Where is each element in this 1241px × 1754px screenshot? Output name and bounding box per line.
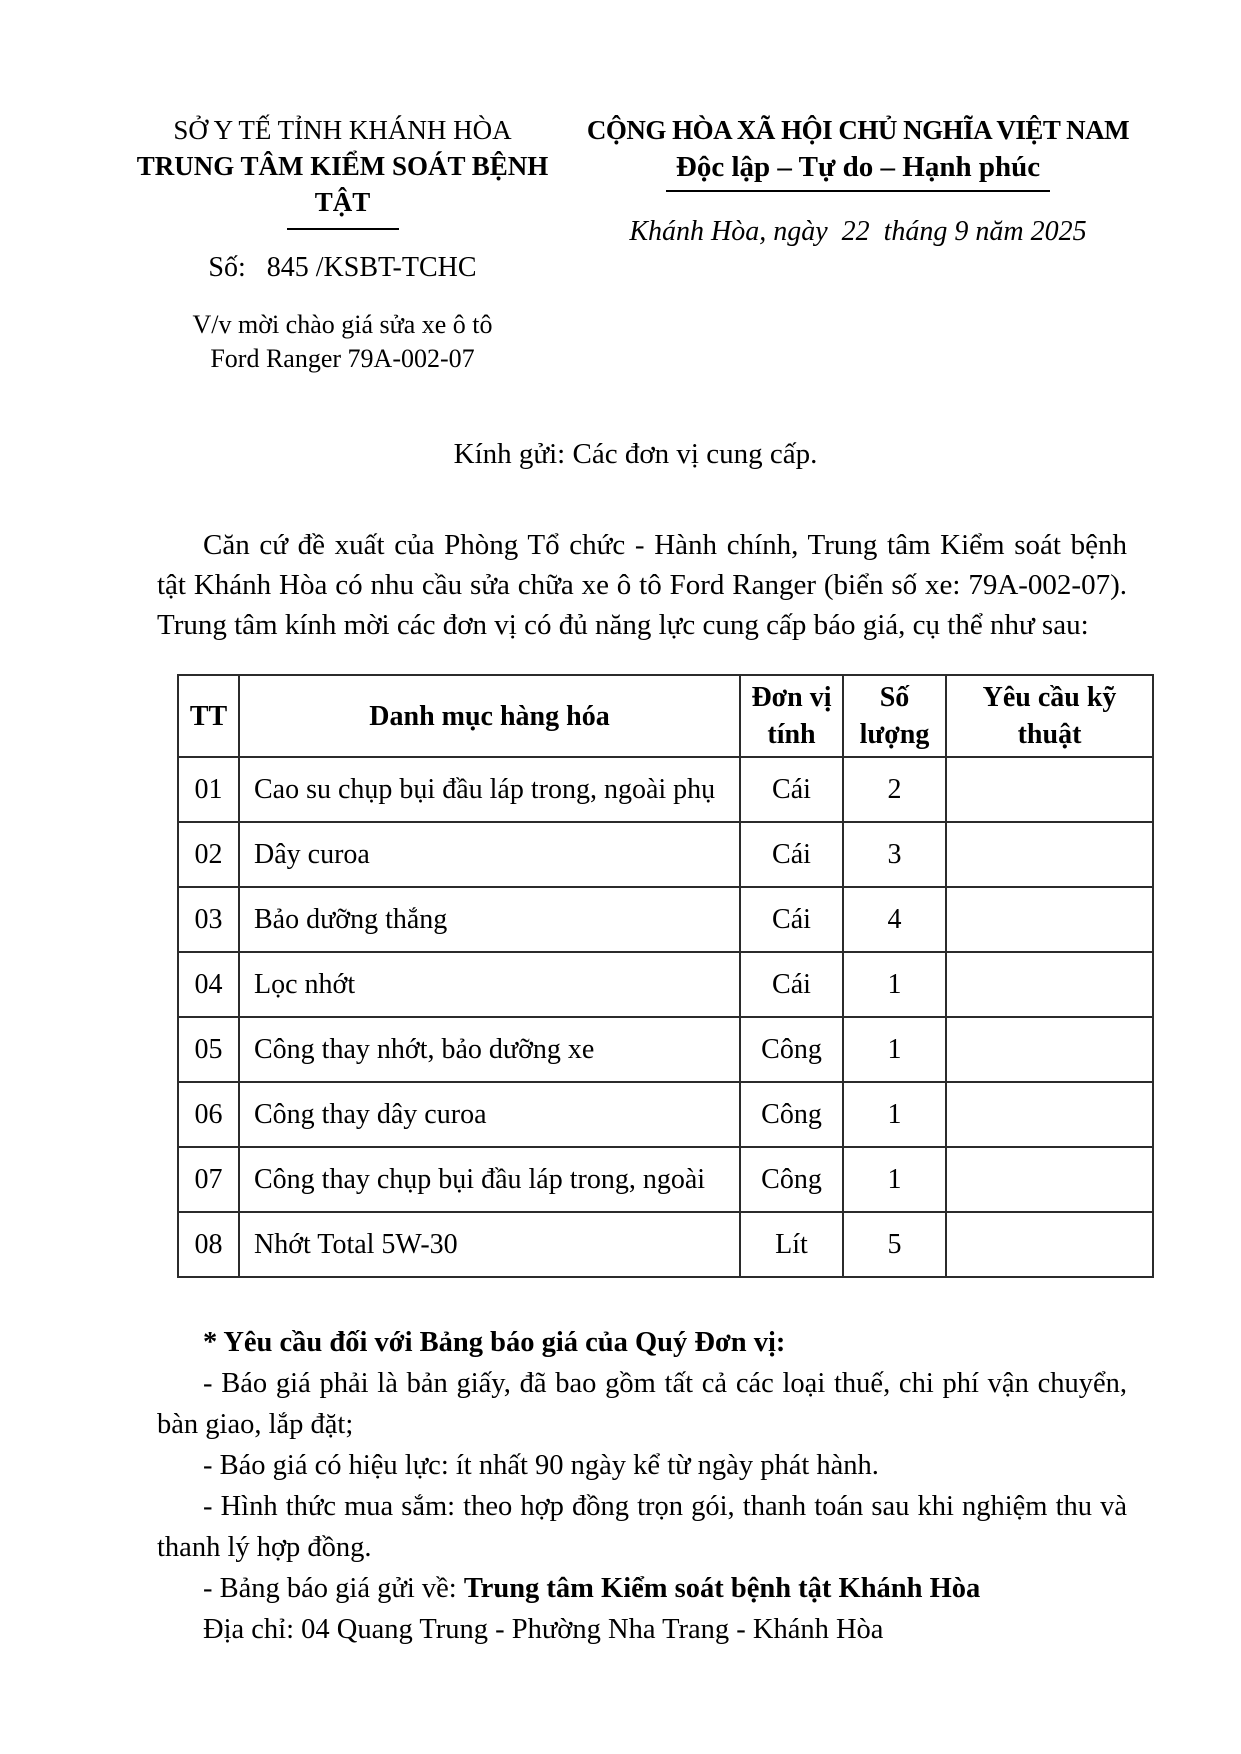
subject-line-1: V/v mời chào giá sửa xe ô tô	[192, 310, 493, 339]
document-header	[120, 112, 1151, 376]
requirement-item: - Báo giá phải là bản giấy, đã bao gồm tất cả các loại thuế, chi phí vận chuyển, bàn giao, lắp đặt;	[157, 1368, 1127, 1440]
send-to-recipient: Trung tâm Kiểm soát bệnh tật Khánh Hòa	[463, 1573, 981, 1604]
cell-item: Công thay nhớt, bảo dưỡng xe	[239, 1017, 740, 1082]
document-body	[157, 525, 1127, 645]
cell-unit: Cái	[740, 952, 843, 1017]
document-subject	[120, 308, 565, 376]
table-row	[178, 1147, 1153, 1212]
place-date-line: Khánh Hòa, ngày 22 tháng 9 năm 2025	[629, 216, 1087, 247]
cell-qty: 1	[843, 1017, 946, 1082]
table-row	[178, 757, 1153, 822]
table-row	[178, 1017, 1153, 1082]
requirement-item	[157, 1568, 1127, 1609]
table-row	[178, 887, 1153, 952]
table-row	[178, 822, 1153, 887]
table-row	[178, 1212, 1153, 1277]
cell-spec	[946, 952, 1153, 1017]
header-item: Danh mục hàng hóa	[239, 675, 740, 757]
cell-item: Công thay chụp bụi đầu láp trong, ngoài	[239, 1147, 740, 1212]
requirement-item: - Hình thức mua sắm: theo hợp đồng trọn gói, thanh toán sau khi nghiệm thu và thanh lý hợp đồng.	[157, 1491, 1127, 1563]
cell-item: Công thay dây curoa	[239, 1082, 740, 1147]
cell-qty: 2	[843, 757, 946, 822]
cell-qty: 5	[843, 1212, 946, 1277]
cell-tt: 07	[178, 1147, 239, 1212]
cell-tt: 02	[178, 822, 239, 887]
cell-tt: 06	[178, 1082, 239, 1147]
cell-spec	[946, 887, 1153, 952]
national-header-block	[565, 112, 1151, 248]
subject-line-2: Ford Ranger 79A-002-07	[210, 344, 475, 373]
intro-paragraph: Căn cứ đề xuất của Phòng Tổ chức - Hành chính, Trung tâm Kiểm soát bệnh tật Khánh Hòa có nhu cầu sửa chữa xe ô tô Ford Ranger (biển số xe: 79A-002-07). Trung tâm kính mời các đơn vị có đủ năng lực cung cấp báo giá, cụ thể như sau:	[157, 529, 1127, 641]
org-underline-rule	[287, 228, 399, 230]
header-qty: Số lượng	[843, 675, 946, 757]
cell-tt: 04	[178, 952, 239, 1017]
cell-tt: 01	[178, 757, 239, 822]
cell-tt: 08	[178, 1212, 239, 1277]
requirements-section	[157, 1322, 1127, 1650]
salutation: Kính gửi: Các đơn vị cung cấp.	[453, 438, 818, 470]
cell-tt: 03	[178, 887, 239, 952]
cell-qty: 3	[843, 822, 946, 887]
items-table	[177, 674, 1154, 1278]
recipient-address: Địa chỉ: 04 Quang Trung - Phường Nha Trang - Khánh Hòa	[203, 1614, 884, 1645]
cell-qty: 1	[843, 952, 946, 1017]
cell-unit: Công	[740, 1017, 843, 1082]
cell-qty: 4	[843, 887, 946, 952]
table-row	[178, 1082, 1153, 1147]
cell-unit: Cái	[740, 887, 843, 952]
cell-spec	[946, 757, 1153, 822]
requirements-heading: * Yêu cầu đối với Bảng báo giá của Quý Đơn vị:	[203, 1327, 786, 1358]
cell-unit: Cái	[740, 757, 843, 822]
cell-spec	[946, 1082, 1153, 1147]
document-number: Số: 845 /KSBT-TCHC	[208, 252, 477, 283]
cell-unit: Công	[740, 1082, 843, 1147]
cell-unit: Công	[740, 1147, 843, 1212]
cell-item: Nhớt Total 5W-30	[239, 1212, 740, 1277]
header-unit: Đơn vị tính	[740, 675, 843, 757]
cell-spec	[946, 822, 1153, 887]
requirement-item: - Báo giá có hiệu lực: ít nhất 90 ngày kể từ ngày phát hành.	[203, 1450, 879, 1481]
org-name: TRUNG TÂM KIỂM SOÁT BỆNH TẬT	[136, 151, 549, 217]
cell-spec	[946, 1212, 1153, 1277]
issuing-org-block	[120, 112, 565, 376]
cell-qty: 1	[843, 1082, 946, 1147]
cell-item: Lọc nhớt	[239, 952, 740, 1017]
cell-spec	[946, 1017, 1153, 1082]
table-header-row	[178, 675, 1153, 757]
cell-unit: Cái	[740, 822, 843, 887]
send-to-label: - Bảng báo giá gửi về:	[203, 1573, 464, 1604]
table-row	[178, 952, 1153, 1017]
cell-item: Dây curoa	[239, 822, 740, 887]
header-spec: Yêu cầu kỹ thuật	[946, 675, 1153, 757]
cell-item: Cao su chụp bụi đầu láp trong, ngoài phụ	[239, 757, 740, 822]
cell-spec	[946, 1147, 1153, 1212]
national-title: CỘNG HÒA XÃ HỘI CHỦ NGHĨA VIỆT NAM	[586, 115, 1130, 145]
cell-qty: 1	[843, 1147, 946, 1212]
cell-unit: Lít	[740, 1212, 843, 1277]
parent-org-name: SỞ Y TẾ TỈNH KHÁNH HÒA	[173, 115, 512, 145]
national-motto: Độc lập – Tự do – Hạnh phúc	[666, 150, 1050, 192]
cell-tt: 05	[178, 1017, 239, 1082]
cell-item: Bảo dưỡng thắng	[239, 887, 740, 952]
header-tt: TT	[178, 675, 239, 757]
